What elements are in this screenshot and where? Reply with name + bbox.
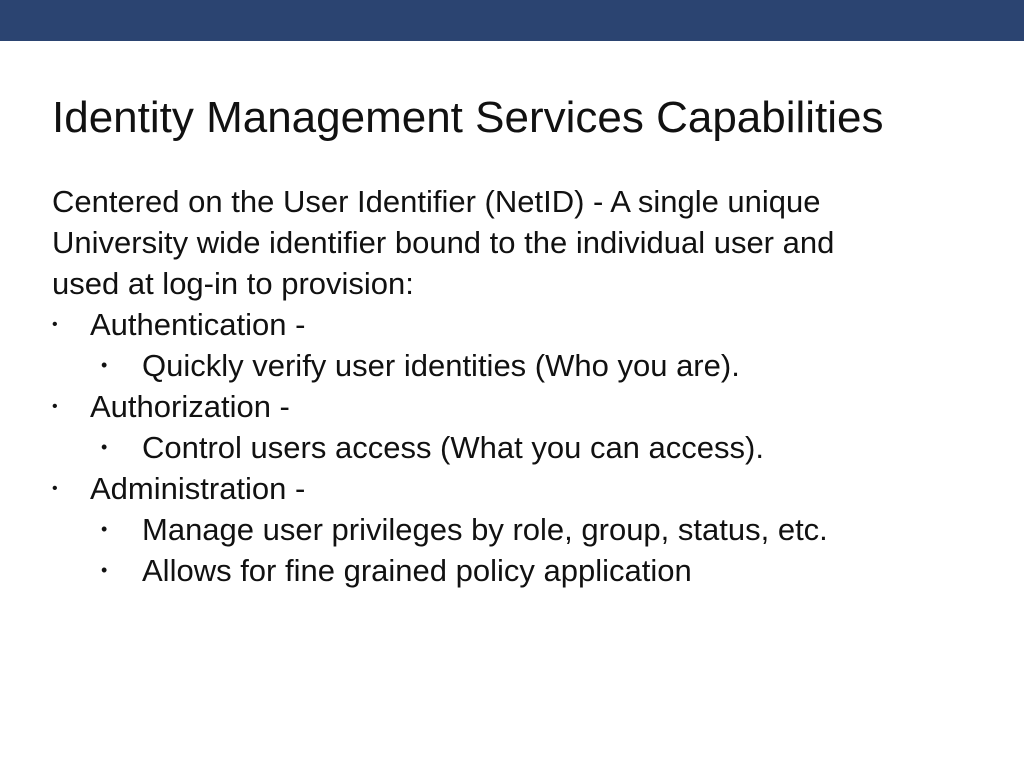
intro-line: Centered on the User Identifier (NetID) - A single unique <box>52 184 821 219</box>
bullet-icon: • <box>101 560 108 580</box>
slide-body <box>52 181 992 591</box>
list-item-label: Authentication - <box>90 307 306 342</box>
bullet-icon: • <box>101 519 108 539</box>
slide-title: Identity Management Services Capabilities <box>52 93 884 142</box>
list-item-label: Administration - <box>90 471 306 506</box>
sub-list-item <box>52 550 992 591</box>
capabilities-list <box>52 304 992 591</box>
intro-line: used at log-in to provision: <box>52 266 414 301</box>
sub-list-item-label: Allows for fine grained policy application <box>142 553 692 588</box>
intro-line: University wide identifier bound to the individual user and <box>52 225 835 260</box>
sub-list-item <box>52 427 992 468</box>
sub-list-item <box>52 345 992 386</box>
list-item-label: Authorization - <box>90 389 290 424</box>
intro-paragraph <box>52 181 992 304</box>
bullet-icon: • <box>101 355 108 375</box>
bullet-icon: • <box>52 398 58 415</box>
sub-list-item-label: Manage user privileges by role, group, status, etc. <box>142 512 828 547</box>
list-item-authorization <box>52 386 992 427</box>
bullet-icon: • <box>52 480 58 497</box>
sub-list-item <box>52 509 992 550</box>
list-item-authentication <box>52 304 992 345</box>
bullet-icon: • <box>101 437 108 457</box>
bullet-icon: • <box>52 316 58 333</box>
sub-list-item-label: Control users access (What you can access). <box>142 430 764 465</box>
header-bar <box>0 0 1024 41</box>
sub-list-item-label: Quickly verify user identities (Who you are). <box>142 348 740 383</box>
list-item-administration <box>52 468 992 509</box>
